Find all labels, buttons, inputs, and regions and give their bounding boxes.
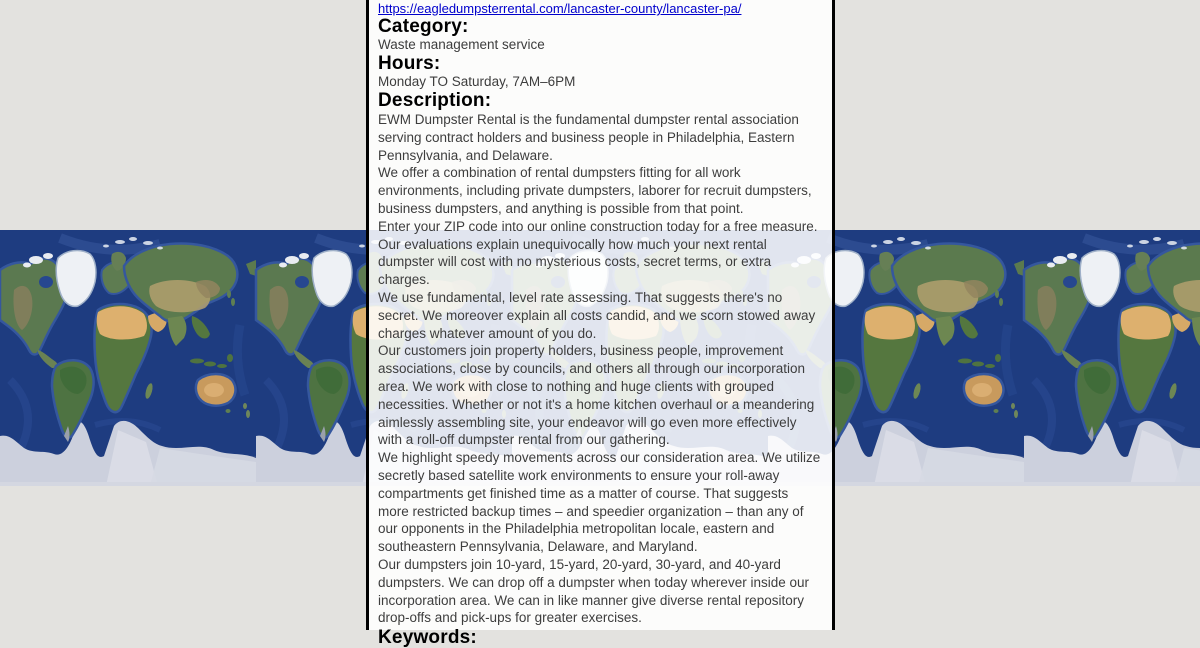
description-paragraph: We use fundamental, level rate assessing. That suggests there's no secret. We moreover explain all costs candid, and we scorn stowed away charges whatever amount of you do.	[378, 289, 816, 341]
keywords-heading: Keywords:	[378, 627, 477, 648]
content-column	[366, 0, 835, 648]
description-paragraphs	[378, 111, 822, 627]
description-paragraph: We highlight speedy movements across our consideration area. We utilize secretly based satellite work environments to ensure your roll-away compartments get finished time as a matter of course. That suggests more restricted backup times – and speedier organization – than any of our opponents in the Philadelphia metropolitan locale, eastern and southeastern Pennsylvania, Delaware, and Maryland.	[378, 450, 821, 555]
category-value: Waste management service	[378, 37, 545, 52]
description-paragraph: EWM Dumpster Rental is the fundamental dumpster rental association serving contract holders and business people in Philadelphia, Eastern Pennsylvania, and Delaware.	[378, 112, 799, 163]
hours-heading: Hours:	[378, 53, 441, 74]
hours-value: Monday TO Saturday, 7AM–6PM	[378, 74, 576, 89]
description-heading: Description:	[378, 90, 492, 111]
description-paragraph: Our customers join property holders, business people, improvement associations, close by councils, and others all through our incorporation area. We work with close to nothing and huge clients with grouped necessities. Whether or not it's a home kitchen overhaul or a meandering aimlessly assembling site, your endeavor will go even more effectively with a roll-off dumpster rental from our gathering.	[378, 343, 815, 448]
description-paragraph: Our dumpsters join 10-yard, 15-yard, 20-yard, 30-yard, and 40-yard dumpsters. We can drop off a dumpster when today wherever inside our incorporation area. We can in like manner give diverse rental repository drop-offs and pick-ups for greater exercises.	[378, 556, 809, 626]
description-paragraph: We offer a combination of rental dumpsters fitting for all work environments, including private dumpsters, laborer for recruit dumpsters, business dumpsters, and anything is possible from that point.	[378, 165, 812, 216]
source-url-link[interactable]: https://eagledumpsterrental.com/lancaster-county/lancaster-pa/	[378, 2, 742, 16]
category-heading: Category:	[378, 16, 469, 37]
description-paragraph: Enter your ZIP code into our online construction today for a free measure. Our evaluations explain unequivocally how much your next rental dumpster will cost with no mysterious costs, secret terms, or extra charges.	[378, 218, 818, 288]
